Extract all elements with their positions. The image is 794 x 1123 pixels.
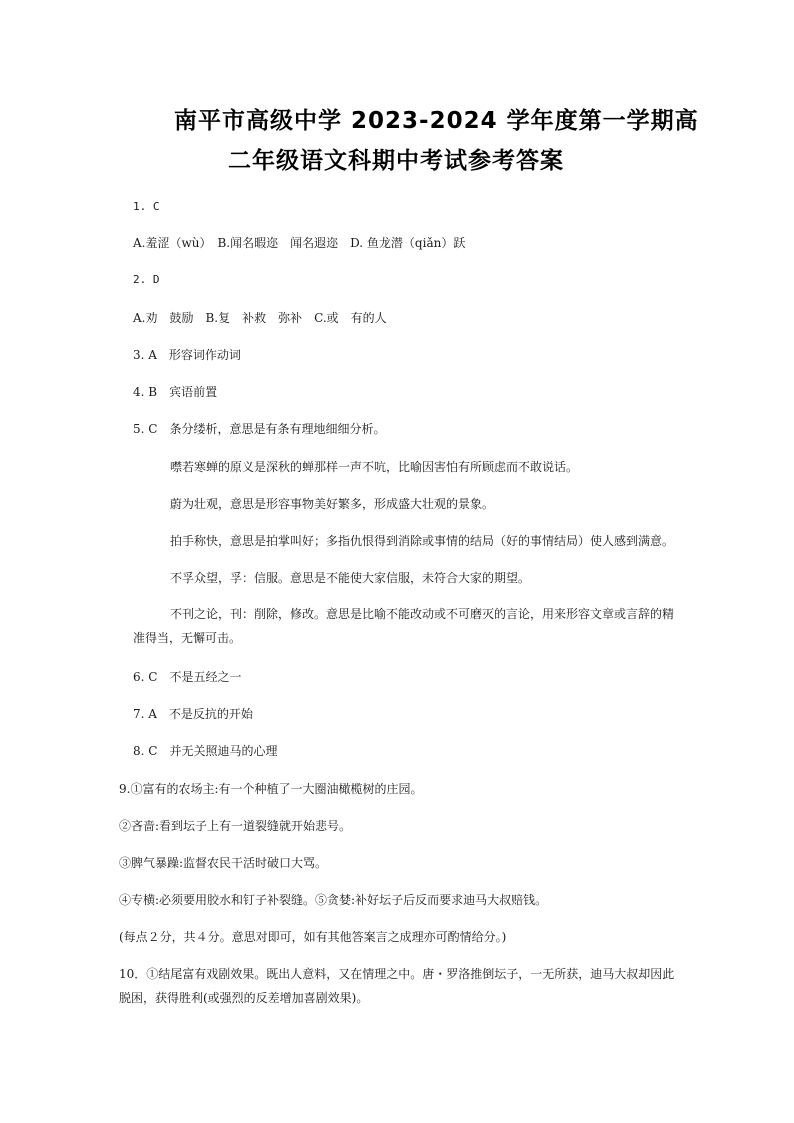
answer-9-point-3: ③脾气暴躁:监督农民干活时破口大骂。 (119, 856, 328, 870)
answer-10: 10．①结尾富有戏剧效果。既出人意料，又在情理之中。唐・罗洛推倒坛子，一无所获，迪马大叔却因此脱困，获得胜利(或强烈的反差增加喜剧效果)。 (119, 967, 675, 1005)
answer-1: 1. C (133, 200, 160, 213)
answer-5-explanation-3: 拍手称快，意思是拍掌叫好；多指仇恨得到消除或事情的结局（好的事情结局）使人感到满意。 (170, 534, 675, 548)
answer-6: 6. C 不是五经之一 (133, 670, 242, 684)
answer-7: 7. A 不是反抗的开始 (133, 707, 253, 721)
answer-3: 3. A 形容词作动词 (133, 348, 241, 362)
answer-2: 2. D (133, 273, 160, 286)
answer-2-note: A.劝 鼓励 B.复 补救 弥补 C.或 有的人 (133, 311, 387, 325)
title-line-1: 南平市高级中学 2023-2024 学年度第一学期高 (174, 108, 699, 134)
answer-9-scoring: (每点２分，共４分。意思对即可，如有其他答案言之成理亦可酌情给分。) (119, 930, 507, 944)
answer-9-point-2: ②吝啬:看到坛子上有一道裂缝就开始悲号。 (119, 819, 352, 833)
answer-9-point-1: 9.①富有的农场主:有一个种植了一大圈油橄榄树的庄园。 (119, 782, 423, 796)
answer-5-explanation-4: 不孚众望，孚：信服。意思是不能使大家信服，未符合大家的期望。 (170, 571, 531, 585)
answer-5-explanation-2: 蔚为壮观，意思是形容事物美好繁多，形成盛大壮观的景象。 (170, 497, 495, 511)
title-line-2: 二年级语文科期中考试参考答案 (228, 148, 564, 174)
answer-5: 5. C 条分缕析，意思是有条有理地细细分析。 (133, 422, 386, 436)
answer-9-point-4: ④专横:必须要用胶水和钉子补裂缝。⑤贪婪:补好坛子后反而要求迪马大叔赔钱。 (119, 893, 548, 907)
answer-1-note: A.羞涩（wù） B.闻名暇迩 闻名遐迩 D. 鱼龙潜（qiǎn）跃 (133, 236, 466, 250)
answer-8: 8. C 并无关照迪马的心理 (133, 744, 278, 758)
answer-5-explanation-1: 噤若寒蝉的原义是深秋的蝉那样一声不吭，比喻因害怕有所顾虑而不敢说话。 (170, 460, 579, 474)
answer-5-explanation-5: 不刊之论，刊：削除，修改。意思是比喻不能改动或不可磨灭的言论，用来形容文章或言辞的精准得当，无懈可击。 (133, 607, 675, 645)
answer-4: 4. B 宾语前置 (133, 385, 218, 399)
